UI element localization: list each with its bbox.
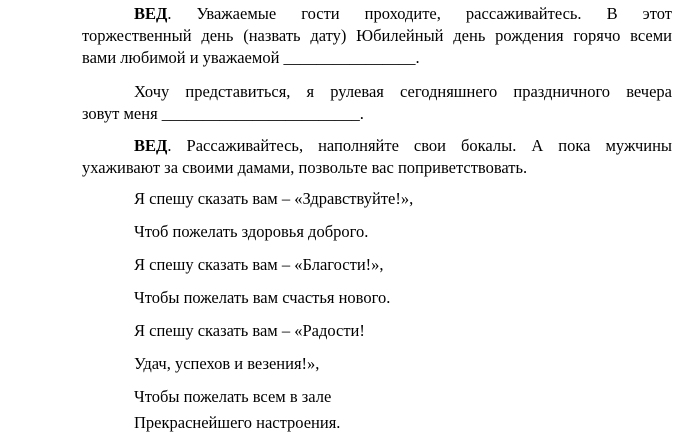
paragraph-introduction-line-2: зовут меня ________________________. xyxy=(82,104,364,123)
verse-line: Удач, успехов и везения!», xyxy=(134,354,320,373)
paragraph-greeting-line-2: торжественный день (назвать дату) Юбилейный день рождения горячо всеми xyxy=(82,26,672,45)
paragraph-greeting-line-1 xyxy=(82,3,672,25)
verse-line: Чтобы пожелать всем в зале xyxy=(134,387,332,406)
verse-line: Я спешу сказать вам – «Благости!», xyxy=(134,255,384,274)
paragraph-greeting-line-3: вами любимой и уважаемой ________________. xyxy=(82,48,420,67)
speaker-label: ВЕД xyxy=(134,4,168,23)
paragraph-welcome-line-1 xyxy=(82,135,672,157)
paragraph-text: . Рассаживайтесь, наполняйте свои бокалы. А пока мужчины xyxy=(167,136,672,155)
verse-line: Я спешу сказать вам – «Радости! xyxy=(134,321,365,340)
speaker-label: ВЕД xyxy=(134,136,168,155)
paragraph-welcome-line-2: ухаживают за своими дамами, позвольте вас поприветствовать. xyxy=(82,158,528,177)
verse-line: Прекраснейшего настроения. xyxy=(134,413,341,432)
paragraph-introduction-line-1: Хочу представиться, я рулевая сегодняшнего праздничного вечера xyxy=(134,82,672,101)
verse-line: Я спешу сказать вам – «Здравствуйте!», xyxy=(134,189,414,208)
paragraph-welcome xyxy=(82,135,672,179)
paragraph-introduction xyxy=(82,81,672,125)
paragraph-greeting xyxy=(82,3,672,69)
paragraph-text: . Уважаемые гости проходите, рассаживайтесь. В этот xyxy=(167,4,672,23)
verse-line: Чтоб пожелать здоровья доброго. xyxy=(134,222,369,241)
verse-line: Чтобы пожелать вам счастья нового. xyxy=(134,288,391,307)
